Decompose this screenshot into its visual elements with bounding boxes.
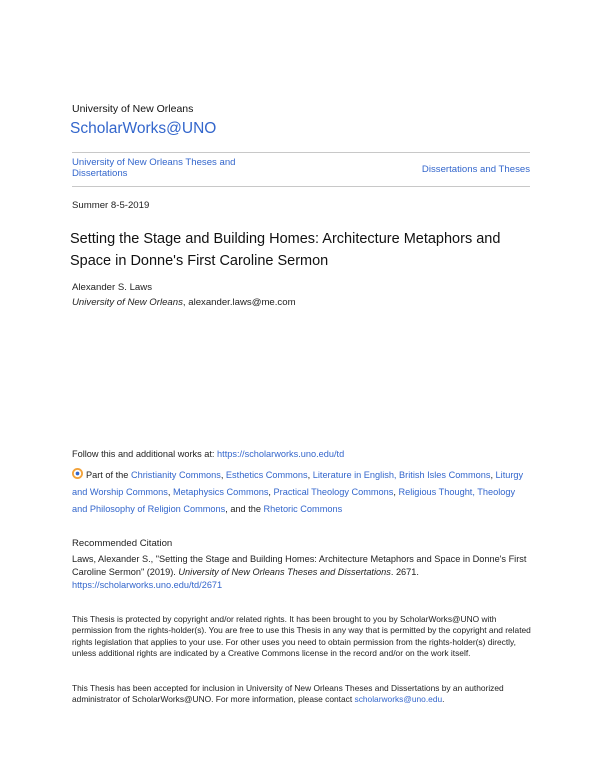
commons-list — [72, 470, 523, 514]
acceptance-text: This Thesis has been accepted for inclusion in University of New Orleans Theses and Dissertations by an authorized administrator of ScholarWorks@UNO. For more information, please contact — [72, 683, 504, 705]
citation-heading: Recommended Citation — [72, 538, 173, 549]
document-title: Setting the Stage and Building Homes: Architecture Metaphors and Space in Donne's First Caroline Sermon — [70, 231, 501, 269]
header-divider — [72, 152, 530, 153]
citation-url-link[interactable]: https://scholarworks.uno.edu/td/2671 — [72, 580, 223, 590]
institution-name: University of New Orleans — [72, 103, 194, 115]
commons-link[interactable]: Religious Thought, Theology and Philosophy of Religion Commons — [72, 487, 516, 514]
commons-link[interactable]: Christianity Commons — [130, 470, 221, 480]
publication-date: Summer 8-5-2019 — [72, 200, 150, 211]
open-access-icon — [72, 468, 83, 479]
author-name: Alexander S. Laws — [72, 282, 152, 293]
commons-link[interactable]: Esthetics Commons — [225, 470, 308, 480]
commons-separator: , — [307, 470, 313, 480]
citation-text — [72, 553, 532, 592]
rights-notice: This Thesis is protected by copyright and/or related rights. It has been brought to you by ScholarWorks@UNO with permission from the rights-holder(s). You are free to use this Thesis in any way that is permitted by the copyright and related rights legislation that applies to your use. For other uses you need to obtain permission from the rights-holder(s) directly, unless additional rights are indicated by a Creative Commons license in the record and/or on the work itself. — [72, 614, 531, 658]
author-affiliation — [72, 297, 296, 308]
commons-separator: , — [220, 470, 226, 480]
follow-line — [72, 449, 344, 459]
commons-separator: , — [268, 487, 274, 497]
commons-separator: , — [490, 470, 496, 480]
part-of-commons — [72, 467, 532, 518]
collection-link[interactable]: University of New Orleans Theses and Dissertations — [72, 157, 236, 179]
commons-link[interactable]: Literature in English, British Isles Commons — [312, 470, 491, 480]
commons-link[interactable]: Metaphysics Commons — [172, 487, 269, 497]
citation-plain: Laws, Alexander S., "Setting the Stage and Building Homes: Architecture Metaphors and Space in Donne's First Caroline Sermon" (2019). — [72, 554, 527, 577]
acceptance-notice — [72, 683, 532, 706]
collections-divider — [72, 186, 530, 187]
repository-link[interactable]: ScholarWorks@UNO — [70, 120, 217, 137]
commons-separator: , and the — [225, 504, 264, 514]
follow-text: Follow this and additional works at: — [72, 449, 218, 459]
contact-email-link[interactable]: scholarworks@uno.edu — [354, 694, 443, 705]
part-of-prefix: Part of the — [86, 470, 131, 480]
affiliation-institution: University of New Orleans — [72, 297, 183, 308]
series-link[interactable]: Dissertations and Theses — [421, 164, 530, 175]
commons-link[interactable]: Practical Theology Commons — [273, 487, 394, 497]
affiliation-email: , alexander.laws@me.com — [182, 297, 296, 308]
commons-separator: , — [167, 487, 173, 497]
follow-url-link[interactable]: https://scholarworks.uno.edu/td — [217, 449, 345, 459]
citation-series: University of New Orleans Theses and Dissertations — [178, 567, 391, 577]
acceptance-end: . — [442, 694, 445, 705]
commons-link[interactable]: Rhetoric Commons — [263, 504, 343, 514]
commons-separator: , — [393, 487, 399, 497]
commons-link[interactable]: Liturgy and Worship Commons — [72, 470, 524, 497]
citation-end: . 2671. — [390, 567, 419, 577]
